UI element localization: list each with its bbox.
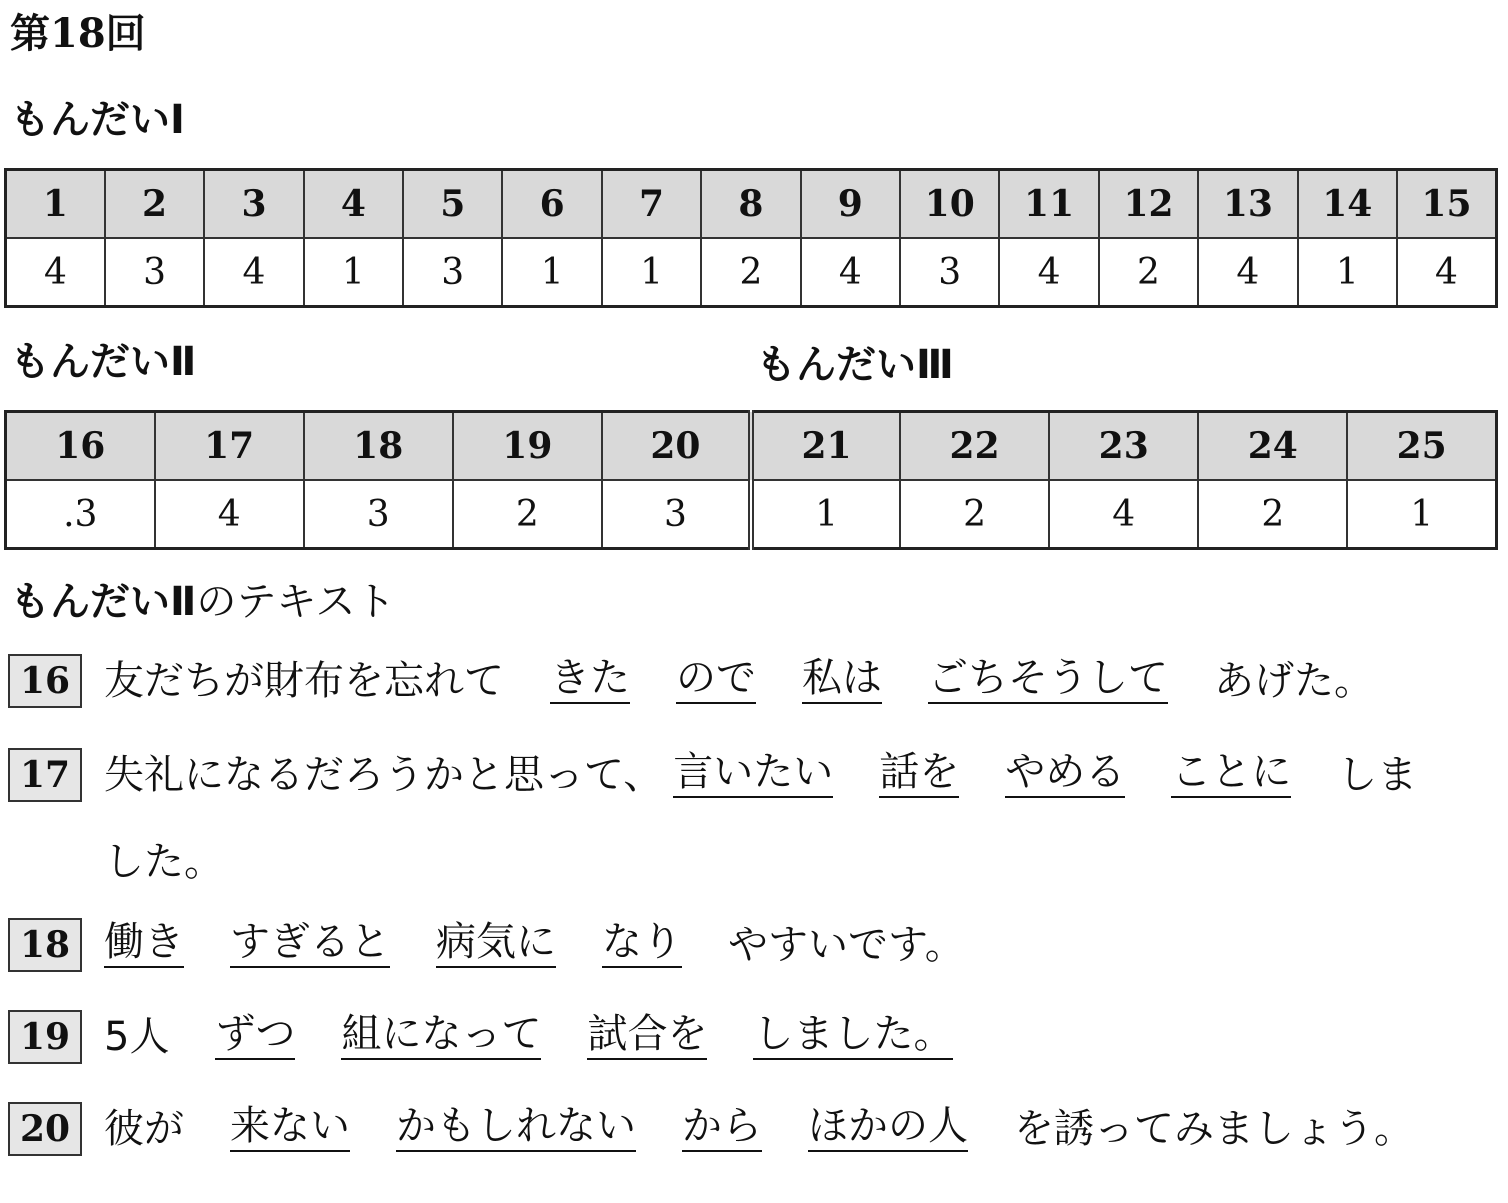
question-number: 19 xyxy=(8,1010,82,1064)
answer-cell: 3 xyxy=(900,238,999,307)
choice-segment: ごちそうして xyxy=(928,658,1168,704)
question-number-cell: 13 xyxy=(1198,170,1297,239)
choice-segment: ので xyxy=(676,658,756,704)
choice-segment: 私は xyxy=(802,658,882,704)
question-16 xyxy=(8,654,1374,708)
answer-cell: 3 xyxy=(304,480,453,549)
choice-segment: なり xyxy=(602,922,682,968)
question-number-cell: 2 xyxy=(105,170,204,239)
answer-cell: 4 xyxy=(999,238,1098,307)
answer-cell: 1 xyxy=(751,480,900,549)
question-tail: やすいです。 xyxy=(728,922,965,968)
question-number: 20 xyxy=(8,1102,82,1156)
question-number-cell: 4 xyxy=(304,170,403,239)
question-number-cell: 11 xyxy=(999,170,1098,239)
choice-segment: やめる xyxy=(1005,752,1125,798)
question-number: 18 xyxy=(8,918,82,972)
question-stem: 失礼になるだろうかと思って、 xyxy=(104,752,664,798)
choice-segment: 言いたい xyxy=(673,752,833,798)
question-number-cell: 1 xyxy=(6,170,105,239)
choice-segment: しました。 xyxy=(753,1014,953,1060)
section-2-label: もんだいⅡ xyxy=(10,339,197,385)
answer-table-2 xyxy=(4,410,1498,550)
question-tail: を誘ってみましょう。 xyxy=(1014,1106,1414,1152)
text-heading xyxy=(10,579,396,625)
question-stem: 5人 xyxy=(104,1014,170,1060)
question-19 xyxy=(8,1010,999,1064)
question-number-cell: 12 xyxy=(1099,170,1198,239)
question-number-cell: 16 xyxy=(6,412,155,481)
answer-cell: 1 xyxy=(1298,238,1397,307)
question-number-cell: 15 xyxy=(1397,170,1497,239)
answer-cell: 2 xyxy=(1099,238,1198,307)
question-number-cell: 6 xyxy=(502,170,601,239)
choice-segment: 働き xyxy=(104,922,184,968)
choice-segment: ことに xyxy=(1171,752,1291,798)
choice-segment: きた xyxy=(550,658,630,704)
question-number-cell: 18 xyxy=(304,412,453,481)
question-number: 16 xyxy=(8,654,82,708)
choice-segment: ずつ xyxy=(215,1014,295,1060)
question-number-cell: 25 xyxy=(1347,412,1496,481)
question-number-cell: 17 xyxy=(155,412,304,481)
choice-segment: 組になって xyxy=(341,1014,541,1060)
question-number-cell: 23 xyxy=(1049,412,1198,481)
question-number-cell: 20 xyxy=(602,412,751,481)
question-number-cell: 8 xyxy=(701,170,800,239)
page-title: 第18回 xyxy=(10,10,146,57)
answer-cell: 4 xyxy=(1049,480,1198,549)
answer-cell: 2 xyxy=(701,238,800,307)
answer-cell: 4 xyxy=(6,238,105,307)
answer-cell: 4 xyxy=(801,238,900,307)
question-number: 17 xyxy=(8,748,82,802)
question-20 xyxy=(8,1102,1414,1156)
text-heading-rest: のテキスト xyxy=(196,579,396,625)
question-number-cell: 14 xyxy=(1298,170,1397,239)
choice-segment: 来ない xyxy=(230,1106,350,1152)
choice-segment: 病気に xyxy=(436,922,556,968)
question-stem: 友だちが財布を忘れて xyxy=(104,658,504,704)
choice-segment: ほかの人 xyxy=(808,1106,968,1152)
question-number-cell: 22 xyxy=(900,412,1049,481)
question-number-cell: 24 xyxy=(1198,412,1347,481)
answer-cell: 1 xyxy=(502,238,601,307)
question-number-cell: 19 xyxy=(453,412,602,481)
question-stem: 彼が xyxy=(104,1106,184,1152)
answer-cell: 3 xyxy=(602,480,751,549)
answer-cell: .3 xyxy=(6,480,155,549)
choice-segment: から xyxy=(682,1106,762,1152)
choice-segment: すぎると xyxy=(230,922,390,968)
answer-cell: 4 xyxy=(1397,238,1497,307)
question-number-cell: 5 xyxy=(403,170,502,239)
question-17-continuation: した。 xyxy=(104,839,224,885)
question-number-cell: 7 xyxy=(602,170,701,239)
answer-cell: 3 xyxy=(403,238,502,307)
answer-cell: 4 xyxy=(1198,238,1297,307)
question-number-cell: 10 xyxy=(900,170,999,239)
answer-table-1 xyxy=(4,168,1498,308)
answer-cell: 1 xyxy=(602,238,701,307)
question-tail: しま xyxy=(1337,752,1418,798)
answer-cell: 3 xyxy=(105,238,204,307)
choice-segment: 話を xyxy=(879,752,959,798)
answer-cell: 4 xyxy=(155,480,304,549)
question-number-cell: 3 xyxy=(204,170,303,239)
answer-cell: 4 xyxy=(204,238,303,307)
question-18 xyxy=(8,918,965,972)
question-number-cell: 9 xyxy=(801,170,900,239)
answer-cell: 1 xyxy=(1347,480,1496,549)
choice-segment: かもしれない xyxy=(396,1106,636,1152)
question-number-cell: 21 xyxy=(751,412,900,481)
section-1-label: もんだいⅠ xyxy=(10,97,185,143)
text-heading-bold: もんだいⅡ xyxy=(10,579,197,625)
answer-cell: 2 xyxy=(900,480,1049,549)
answer-cell: 2 xyxy=(1198,480,1347,549)
choice-segment: 試合を xyxy=(587,1014,707,1060)
question-17 xyxy=(8,748,1417,802)
section-3-label: もんだいⅢ xyxy=(756,342,954,388)
answer-cell: 1 xyxy=(304,238,403,307)
question-tail: あげた。 xyxy=(1214,658,1374,704)
answer-cell: 2 xyxy=(453,480,602,549)
